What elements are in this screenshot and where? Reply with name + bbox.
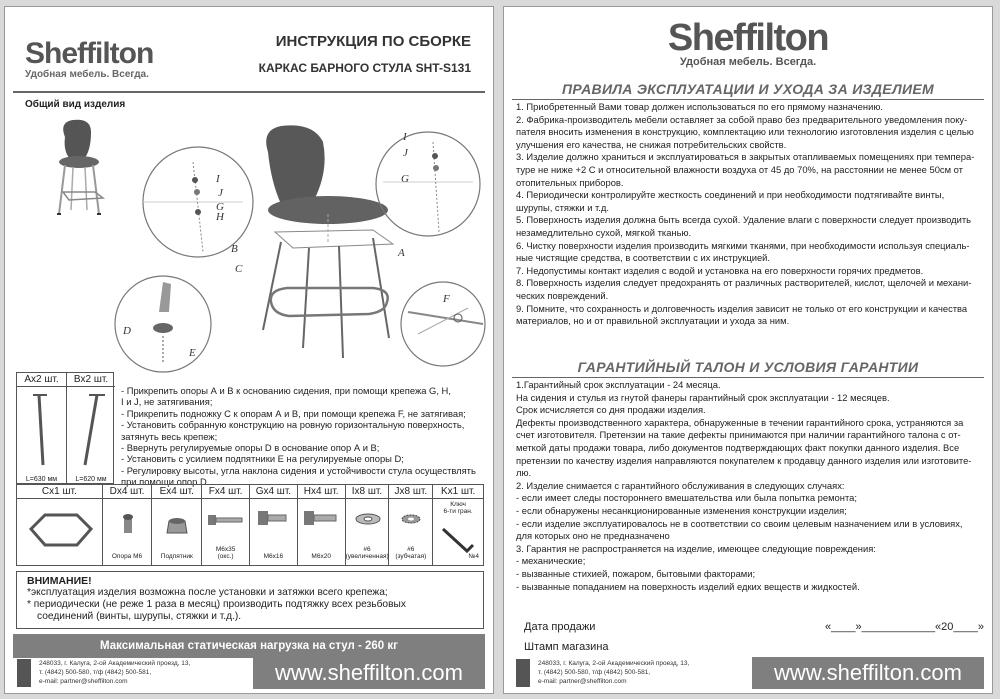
warranty-line: для которых оно не предназначено	[516, 530, 670, 542]
part-G	[250, 485, 298, 565]
step-line: - Прикрепить опоры А и В к основанию сидения, при помощи крепежа G, H,	[121, 385, 451, 396]
leg-B-icon	[67, 387, 116, 471]
warranty-list	[516, 379, 984, 593]
rule-line: 9. Помните, что сохранность и долговечность изделия зависит не только от его конструкции и качества	[516, 302, 968, 314]
callout-B: B	[231, 243, 238, 255]
sale-date-label: Дата продажи	[524, 621, 596, 633]
header-divider	[13, 91, 485, 93]
step-line: - Установить с усилием подпятники Е на регулируемые опоры D;	[121, 453, 404, 465]
rule-line: 7. Недопустимы контакт изделия с водой и установка на его поверхности горячих предметов.	[516, 264, 924, 276]
care-warranty-page	[503, 6, 993, 694]
warranty-line: Дефекты производственного характера, обнаруженные в течении гарантийного срока, устраняются за	[516, 416, 964, 428]
part-G-name: М6х16	[263, 553, 284, 560]
part-E-name: Подпятник	[160, 553, 193, 560]
warning-line: *эксплуатация изделия возможна после установки и затяжки всего крепежа;	[27, 587, 388, 598]
warranty-line: - если имеет следы постороннего вмешательства или была попытка ремонта;	[516, 492, 857, 504]
page-title: ИНСТРУКЦИЯ ПО СБОРКЕ	[275, 33, 471, 50]
callout-F: F	[443, 293, 450, 305]
washer-toothed-icon	[389, 499, 433, 539]
rule-line: 4. Периодически контролируйте жесткость соединений и при необходимости подтягивайте винты,	[516, 189, 945, 201]
callout-H-left: H	[216, 211, 224, 223]
part-I	[346, 485, 390, 565]
leg-A-cell	[17, 373, 66, 485]
rule-line: пателя вносить изменения в конструкцию, комплектацию или технологию изготовления изделия с целью	[516, 126, 974, 138]
part-K-note: Ключ 6-ти гран.	[443, 501, 473, 515]
part-K-name: №4	[468, 553, 479, 560]
part-J	[389, 485, 433, 565]
part-F	[202, 485, 250, 565]
leg-A-label: Ax2 шт.	[17, 373, 66, 387]
footer-mark-icon	[17, 659, 31, 687]
leg-B-length: L=620 мм	[75, 476, 107, 483]
website-link[interactable]: www.sheffilton.com	[253, 657, 485, 689]
leg-B-label: Bx2 шт.	[67, 373, 115, 387]
warranty-title	[504, 359, 992, 375]
part-J-name: #6 (зубчатая)	[395, 546, 427, 560]
part-F-label: Fx4 шт.	[202, 485, 249, 499]
step-line: при помощи опор D.	[121, 476, 210, 488]
warranty-line: меткой даты продажи товара, либо документов подтверждающих факт покупки данного изделия. Все	[516, 441, 960, 453]
part-G-label: Gx4 шт.	[250, 485, 297, 499]
part-E-label: Ex4 шт.	[152, 485, 201, 499]
part-H-label: Hx4 шт.	[298, 485, 345, 499]
warranty-line: - вызванные стихией, пожаром, бытовыми факторами;	[516, 567, 756, 579]
step-line: - Прикрепить подножку С к опорам А и В, при помощи крепежа F, не затягивая;	[121, 407, 466, 419]
logo-text: Sheffilton	[667, 17, 829, 59]
rules-list	[516, 101, 984, 328]
warranty-line: Срок исчисляется со дня продажи изделия.	[516, 404, 706, 416]
footrest-icon	[17, 499, 103, 565]
address-line: т. (4842) 500-580, т/ф (4842) 500-581,	[538, 669, 651, 676]
website-link[interactable]: www.sheffilton.com	[752, 657, 984, 689]
callout-A: A	[398, 247, 405, 259]
part-D-name: Опора М6	[111, 553, 143, 560]
callout-I-left: I	[216, 173, 220, 185]
brand-logo	[504, 17, 992, 68]
part-D	[103, 485, 153, 565]
warranty-line: - если изделие эксплуатировалось не в соответствии со своим целевым назначением или в условиях,	[516, 517, 963, 529]
exploded-chair-illustration	[263, 125, 393, 358]
callout-I-right: I	[403, 131, 407, 143]
footer-address	[17, 659, 190, 687]
rule-line: 3. Изделие должно храниться и эксплуатироваться в закрытых отапливаемых помещениях при темпера-	[516, 151, 975, 163]
sale-info	[524, 621, 984, 653]
footer-address	[516, 659, 689, 687]
title-underline	[512, 99, 984, 100]
callout-C: C	[235, 263, 243, 275]
step-line: - Ввернуть регулируемые опоры D в основание опор А и В;	[121, 442, 380, 454]
logo-tagline: Удобная мебель. Всегда.	[679, 56, 817, 68]
detail-circle-top-left	[143, 147, 253, 257]
warranty-title-text: ГАРАНТИЙНЫЙ ТАЛОН И УСЛОВИЯ ГАРАНТИИ	[577, 359, 919, 375]
assembly-instruction-page	[4, 6, 494, 694]
step-line: затянуть весь крепеж;	[121, 430, 218, 442]
warranty-line: 2. Изделие снимается с гарантийного обслуживания в следующих случаях:	[516, 479, 845, 491]
footer-mark-icon	[516, 659, 530, 687]
page-subtitle: КАРКАС БАРНОГО СТУЛА SHT-S131	[258, 61, 471, 75]
part-D-label: Dx4 шт.	[103, 485, 152, 499]
rule-line: ные чистящие средства, в соответствии с их инструкцией.	[516, 252, 771, 264]
parts-table	[16, 484, 484, 566]
warranty-line: - механические;	[516, 555, 586, 567]
part-I-name: #6 (увеличенная)	[345, 546, 389, 560]
stamp-label: Штамп магазина	[524, 641, 609, 653]
adjustable-foot-icon	[103, 499, 153, 549]
step-line: - Установить собранную конструкцию на ровную горизонтальную поверхность,	[121, 419, 465, 431]
part-K	[433, 485, 483, 565]
step-line: I и J, не затягивания;	[121, 396, 213, 408]
part-F-name: М6х35 (окс.)	[215, 546, 236, 560]
assembly-drawing	[13, 112, 487, 374]
warranty-line: 1.Гарантийный срок эксплуатации - 24 месяца.	[516, 379, 721, 390]
rule-line: материалов, но и от правильной эксплуатации и ухода за ним.	[516, 315, 790, 327]
legs-parts-box	[16, 372, 114, 484]
part-C-label: Cx1 шт.	[17, 485, 102, 499]
part-I-label: Ix8 шт.	[346, 485, 389, 499]
rule-line: шурупы, стяжки и т.д.	[516, 201, 609, 213]
part-E	[152, 485, 202, 565]
warranty-line: претензии по качеству изделия направляются покупателем к продавцу данного изделия или изготовите-	[516, 454, 972, 466]
callout-J-left: J	[218, 187, 223, 199]
leg-B-cell	[66, 373, 115, 485]
part-H	[298, 485, 346, 565]
assembly-steps	[121, 385, 483, 488]
part-J-label: Jx8 шт.	[389, 485, 432, 499]
rule-line: улучшения его качества, не снижая потребительских свойств.	[516, 138, 787, 150]
callout-J-right: J	[403, 147, 408, 159]
address-line: e-mail: partner@sheffilton.com	[538, 678, 627, 685]
step-line: - Регулировку высоты, угла наклона сидения и устойчивости стула осуществлять	[121, 464, 476, 476]
footer	[512, 657, 984, 689]
rule-line: 2. Фабрика-производитель мебели оставляет за собой право без предварительного уведомления поку-	[516, 113, 968, 125]
rule-line: 6. Чистку поверхности изделия производить мягкими тканями, при необходимости используя специаль-	[516, 239, 970, 251]
warning-line: соединений (винты, шурупы, стяжки и т.д.).	[37, 611, 242, 622]
address-line: 248033, г. Калуга, 2-ой Академический проезд, 13,	[538, 660, 690, 667]
part-H-name: М6х20	[311, 553, 331, 560]
brand-logo	[25, 37, 153, 80]
rule-line: 5. Поверхность изделия должна быть всегда сухой. Удаление влаги с поверхности следует производить	[516, 214, 972, 226]
bolt-long-icon	[202, 499, 250, 539]
callout-E: E	[189, 347, 196, 359]
overview-chair-illustration	[57, 120, 103, 214]
title-underline	[512, 377, 984, 378]
callout-G-left: G	[216, 201, 224, 213]
overview-label: Общий вид изделия	[25, 99, 126, 110]
leg-A-icon	[17, 387, 66, 471]
part-C	[17, 485, 103, 565]
bolt-short-icon	[250, 499, 298, 539]
warning-line: * периодически (не реже 1 раза в месяц) производить подтяжку всех резьбовых	[27, 599, 406, 610]
rule-line: туре не ниже +2 С и относительной влажности воздуха от 45 до 70%, на расстоянии не менее 50см от	[516, 163, 963, 175]
detail-circle-bottom-left	[115, 276, 211, 372]
sale-date-field: «____»____________«20____»	[824, 621, 984, 633]
address-line: т. (4842) 500-580, т/ф (4842) 500-581,	[39, 669, 152, 676]
warning-heading: ВНИМАНИЕ!	[27, 575, 92, 587]
address-line: 248033, г. Калуга, 2-ой Академический проезд, 13,	[39, 660, 191, 667]
bolt-medium-icon	[298, 499, 346, 539]
callout-D: D	[123, 325, 131, 337]
address-line: e-mail: partner@sheffilton.com	[39, 678, 128, 685]
rule-line: 8. Поверхность изделия следует предохранять от различных растворителей, кислот, щелочей и механи-	[516, 277, 972, 289]
foot-cap-icon	[152, 499, 202, 549]
footer	[13, 657, 485, 689]
rule-line: ческих повреждений.	[516, 289, 609, 301]
warranty-line: На сидения и стулья из гнутой фанеры гарантийный срок эксплуатации - 12 месяцев.	[516, 391, 890, 403]
rules-title	[504, 81, 992, 97]
callout-G-right: G	[401, 173, 409, 185]
warning-box	[16, 571, 484, 629]
detail-circle-top-right	[376, 132, 480, 236]
rule-line: отопительных приборов.	[516, 176, 624, 188]
part-K-label: Kx1 шт.	[433, 485, 483, 499]
logo-tagline: Удобная мебель. Всегда.	[25, 69, 149, 80]
rules-title-text: ПРАВИЛА ЭКСПЛУАТАЦИИ И УХОДА ЗА ИЗДЕЛИЕМ	[562, 81, 934, 97]
warranty-line: счет изготовителя. Претензии на такие дефекты принимаются при наличии гарантийного талона с от-	[516, 429, 961, 441]
rule-line: 1. Приобретенный Вами товар должен использоваться по его прямому назначению.	[516, 101, 883, 112]
rule-line: незамедлительно сухой, мягкой тканью.	[516, 226, 692, 238]
logo-text: Sheffilton	[25, 37, 154, 70]
warranty-line: - вызванные попаданием на поверхность изделий едких веществ и жидкостей.	[516, 580, 860, 592]
warranty-line: - если обнаружены несанкционированные изменения конструкции изделия;	[516, 504, 847, 516]
warranty-line: лю.	[516, 467, 532, 479]
washer-wide-icon	[346, 499, 390, 539]
leg-A-length: L=630 мм	[25, 476, 58, 483]
max-load-banner: Максимальная статическая нагрузка на стул - 260 кг	[13, 634, 485, 658]
warranty-line: 3. Гарантия не распространяется на изделие, имеющее следующие повреждения:	[516, 542, 876, 554]
